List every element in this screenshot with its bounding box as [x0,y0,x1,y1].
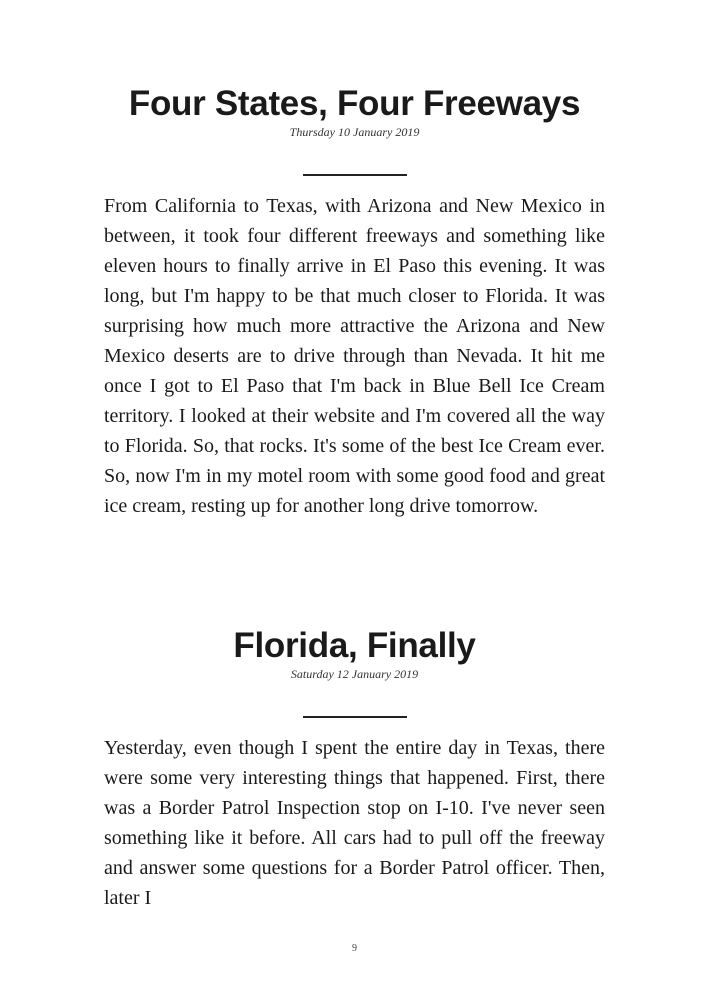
entry-body: Yesterday, even though I spent the entire day in Texas, there were some very interesting things that happened. First, there was a Border Patrol Inspection stop on I-10. I've never seen something like it before. All cars had to pull off the freeway and answer some questions for a Border Patrol officer. Then, later I [104,736,605,909]
journal-entry [104,626,605,913]
entry-body: From California to Texas, with Arizona and New Mexico in between, it took four different freeways and something like eleven hours to finally arrive in El Paso this evening. It was long, but I'm happy to be that much closer to Florida. It was surprising how much more attractive the Arizona and New Mexico deserts are to drive through than Nevada. It hit me once I got to El Paso that I'm back in Blue Bell Ice Cream territory. I looked at their website and I'm covered all the way to Florida. So, that rocks. It's some of the best Ice Cream ever. So, now I'm in my motel room with some good food and great ice cream, resting up for another long drive tomorrow. [104,194,605,517]
divider [303,716,407,718]
entry-title: Four States, Four Freeways [128,84,581,123]
entry-date: Saturday 12 January 2019 [290,667,419,681]
entry-date: Thursday 10 January 2019 [289,125,420,139]
journal-entry [104,84,605,521]
page-number: 9 [352,943,357,954]
divider [303,174,407,176]
entry-title: Florida, Finally [233,626,476,665]
